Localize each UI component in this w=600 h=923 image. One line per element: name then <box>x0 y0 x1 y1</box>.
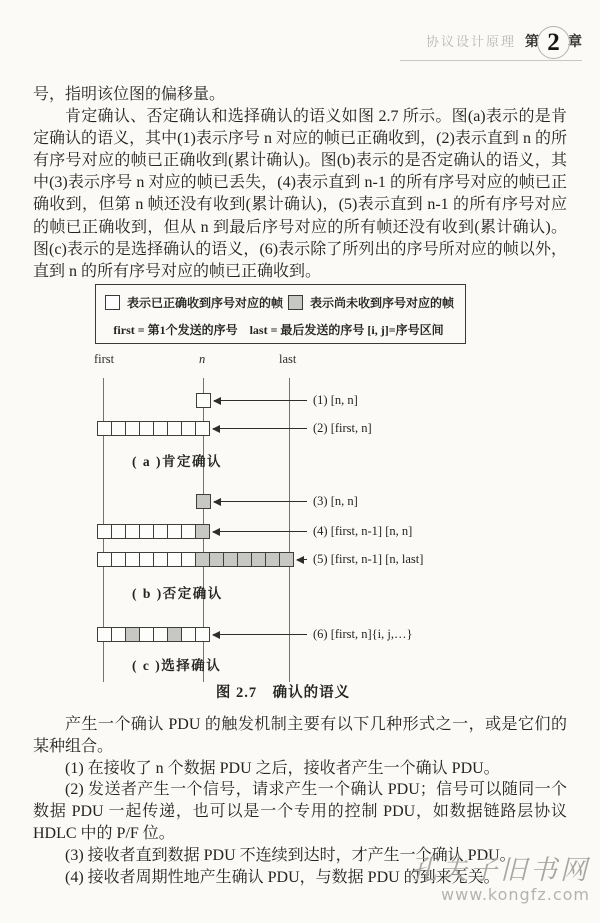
frame-cell <box>223 552 238 567</box>
frame-cell <box>97 627 112 642</box>
frame-cell <box>97 421 112 436</box>
frame-cell <box>139 627 154 642</box>
frame-cell <box>167 421 182 436</box>
list-item: (4) 接收者周期性地产生确认 PDU，与数据 PDU 的到来无关。 <box>65 868 500 886</box>
figure-caption: 图 2.7 确认的语义 <box>215 685 351 701</box>
frame-cell <box>125 552 140 567</box>
frame-cell <box>97 552 112 567</box>
watermark <box>410 856 590 903</box>
paragraph-trigger-intro: 产生一个确认 PDU 的触发机制主要有以下几种形式之一，或是它们的某种组合。 <box>33 716 567 755</box>
frame-cell <box>195 524 210 539</box>
gray-square-icon <box>288 295 303 310</box>
section-label-b: ( b )否定确认 <box>132 586 223 601</box>
legend-item-missing <box>288 294 454 311</box>
ack-label-4: (4) [first, n-1] [n, n] <box>313 524 413 538</box>
frame-cell <box>125 524 140 539</box>
frame-cell <box>209 552 224 567</box>
frame-cell <box>167 552 182 567</box>
paragraph-ack-semantics: 肯定确认、否定确认和选择确认的语义如图 2.7 所示。图(a)表示的是肯定确认的语义，其中(1)表示序号 n 对应的帧已正确收到，(2)表示直到 n 的所有序号对应的帧已正确收到(累计确认)。图(b)表示的是否定确认的语义，其中(3)表示序号 n 对应的帧已丢失，(4)表示直到 n-1 的所有序号对应的帧已正确收到，但第 n 帧还没有收到(累计确认)，(5)表示直到 n-1 的所有序号对应的帧已正确收到，但从 n 到最后序号对应的所有帧还没有收到(累计确认)。图(c)表示的是选择确认的语义，(6)表示除了所列出的序号所对应的帧以外，直到 n 的所有序号对应的帧已正确收到。 <box>33 108 567 280</box>
section-label-c: ( c )选择确认 <box>132 658 222 673</box>
frame-cell <box>167 627 182 642</box>
frame-cell <box>97 524 112 539</box>
ack-arrow-5 <box>297 559 307 560</box>
frame-cell <box>111 421 126 436</box>
frame-cell <box>237 552 252 567</box>
legend-definitions: first = 第1个发送的序号 last = 最后发送的序号 [i, j]=序号区间 <box>113 323 444 337</box>
running-title: 协议设计原理 <box>425 34 516 49</box>
ack-arrow-3 <box>214 501 307 502</box>
frame-cell <box>153 552 168 567</box>
frame-cell <box>167 524 182 539</box>
list-item: (3) 接收者直到数据 PDU 不连续到达时，才产生一个确认 PDU。 <box>65 846 516 864</box>
frame-cell <box>125 627 140 642</box>
body-text-upper <box>33 84 567 283</box>
paragraph-continuation: 号，指明该位图的偏移量。 <box>33 86 226 103</box>
frame-cell <box>265 552 280 567</box>
frame-cell <box>111 627 126 642</box>
header-row <box>400 24 582 61</box>
section-label-a: ( a )肯定确认 <box>132 454 222 469</box>
frame-cell <box>153 421 168 436</box>
page-header <box>400 24 582 61</box>
frame-cell <box>153 524 168 539</box>
legend-missing-label: 表示尚未收到序号对应的帧 <box>310 296 455 310</box>
frame-cell <box>251 552 266 567</box>
frame-cell <box>195 552 210 567</box>
axis-label-n: n <box>199 352 206 366</box>
figure-legend-box <box>95 284 466 344</box>
chapter-number-circle: 2 <box>537 26 570 59</box>
chapter-badge <box>525 24 582 57</box>
frame-cell <box>181 421 196 436</box>
frame-cell <box>139 421 154 436</box>
legend-received-label: 表示已正确收到序号对应的帧 <box>127 296 284 310</box>
ack-arrow-2 <box>213 428 307 429</box>
frame-cell <box>111 552 126 567</box>
axis-label-first: first <box>94 352 115 366</box>
legend-item-received <box>105 294 283 311</box>
ack-arrow-6 <box>213 634 307 635</box>
list-item: (2) 发送者产生一个信号，请求产生一个确认 PDU；信号可以随同一个数据 PDU 一起传递，也可以是一个专用的控制 PDU，如数据链路层协议 HDLC 中的 P/F 位。 <box>33 781 567 842</box>
chapter-suffix: 章 <box>568 34 582 50</box>
frame-cell <box>125 421 140 436</box>
frame-cell <box>195 421 210 436</box>
figure-2-7 <box>0 280 600 716</box>
ack-label-2: (2) [first, n] <box>313 421 372 435</box>
watermark-site-url: www.kongfz.com <box>441 884 590 904</box>
frame-cell <box>139 524 154 539</box>
frame-cell <box>196 393 211 408</box>
watermark-site-name: 孔夫子旧书网 <box>410 855 590 886</box>
axis-label-last: last <box>279 352 297 366</box>
frame-cell <box>181 552 196 567</box>
frame-cell <box>196 494 211 509</box>
ack-arrow-1 <box>214 400 307 401</box>
frame-cell <box>181 627 196 642</box>
ack-label-1: (1) [n, n] <box>313 393 358 407</box>
frame-cell <box>139 552 154 567</box>
frame-cell <box>153 627 168 642</box>
list-item: (1) 在接收了 n 个数据 PDU 之后，接收者产生一个确认 PDU。 <box>65 759 500 777</box>
frame-cell <box>279 552 294 567</box>
frame-cell <box>111 524 126 539</box>
frame-cell <box>195 627 210 642</box>
ack-label-5: (5) [first, n-1] [n, last] <box>313 552 424 566</box>
ack-label-6: (6) [first, n]{i, j,…} <box>313 627 413 641</box>
ack-arrow-4 <box>213 531 307 532</box>
sequence-line-2 <box>289 378 290 682</box>
white-square-icon <box>105 295 120 310</box>
ack-label-3: (3) [n, n] <box>313 494 358 508</box>
frame-cell <box>181 524 196 539</box>
chapter-prefix: 第 <box>525 34 539 50</box>
